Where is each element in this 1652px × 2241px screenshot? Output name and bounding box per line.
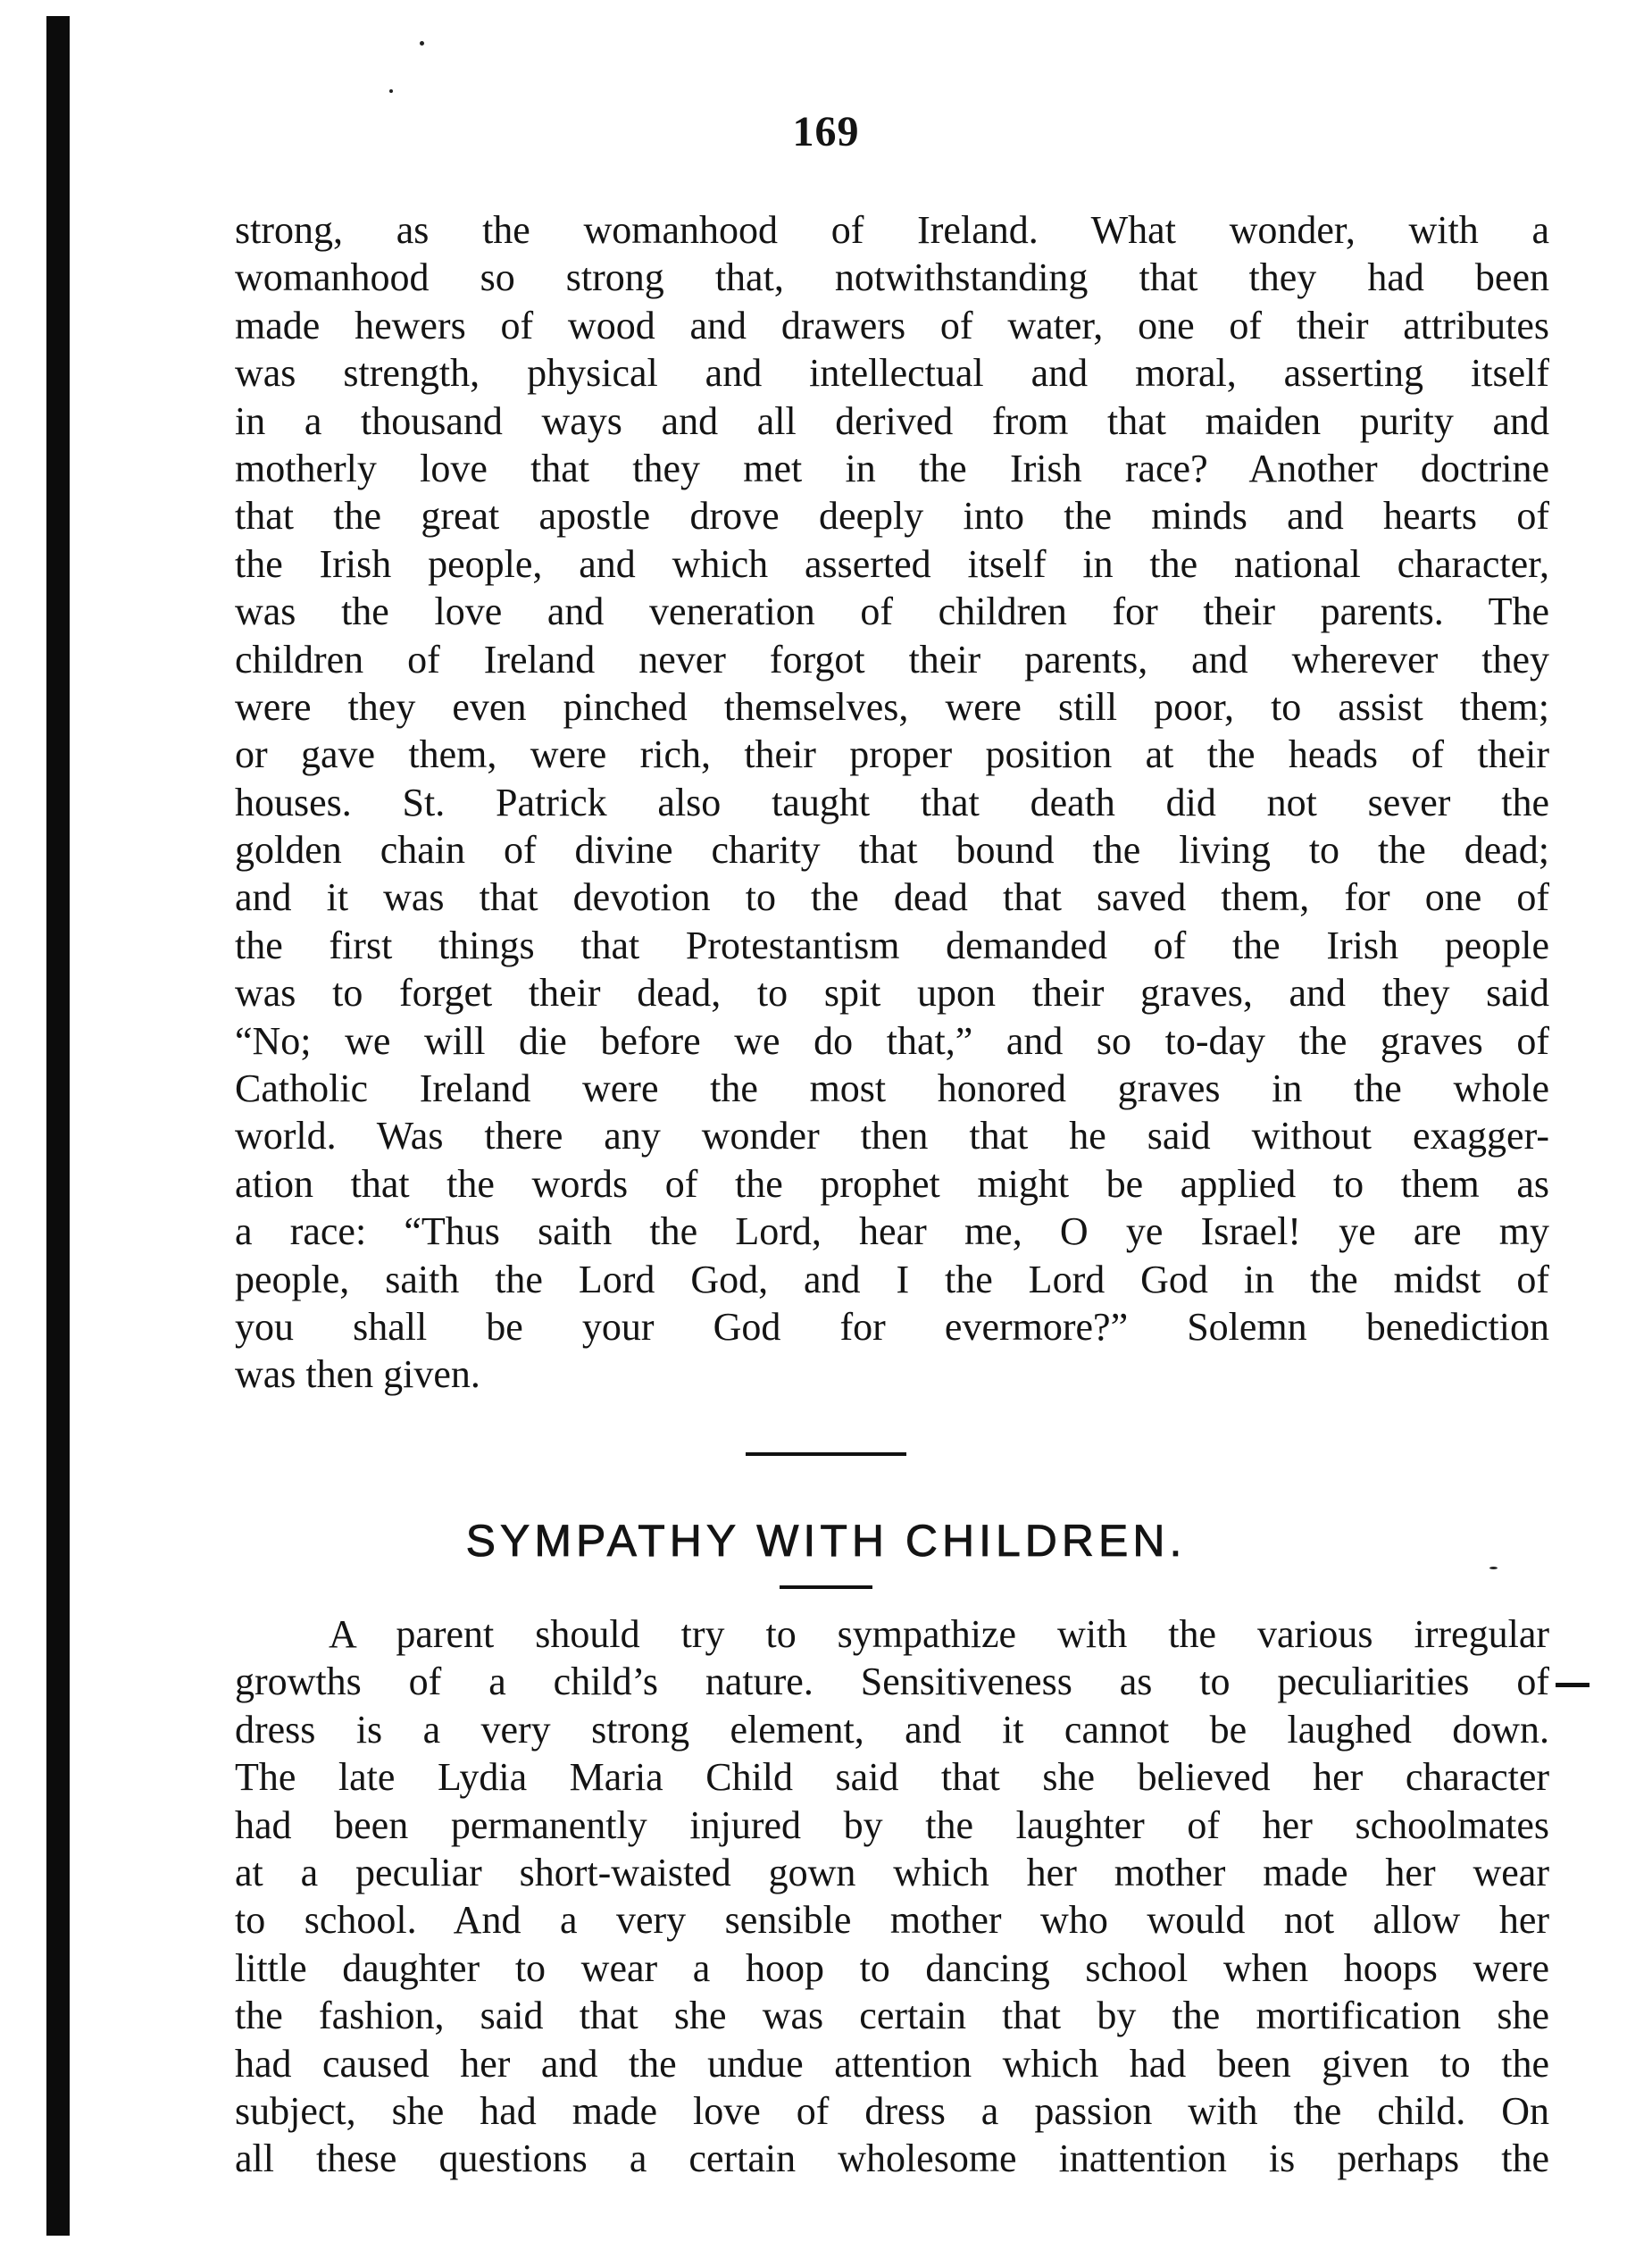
text-line: at a peculiar short-waisted gown which her mother made her wear [235,1850,1549,1894]
text-line: was strength, physical and intellectual and moral, asserting itself [235,351,1549,396]
text-line: had been permanently injured by the laughter of her schoolmates [235,1802,1549,1847]
text-line: The late Lydia Maria Child said that she believed her character [235,1755,1549,1800]
text-line: all these questions a certain wholesome inattention is perhaps the [235,2136,1549,2181]
text-line: in a thousand ways and all derived from that maiden purity and [235,398,1549,443]
text-line: motherly love that they met in the Irish race? Another doctrine [235,446,1549,490]
ink-speck [389,89,393,93]
text-line: were they even pinched themselves, were still poor, to assist them; [235,684,1549,729]
text-line: houses. St. Patrick also taught that death did not sever the [235,780,1549,824]
section-divider-bottom [780,1585,872,1589]
text-line: that the great apostle drove deeply into the minds and hearts of [235,494,1549,539]
binding-edge [46,16,70,2236]
text-line: to school. And a very sensible mother who would not allow her [235,1898,1549,1943]
text-line: was to forget their dead, to spit upon their graves, and they said [235,971,1549,1016]
text-line: dress is a very strong element, and it cannot be laughed down. [235,1707,1549,1752]
text-line: the first things that Protestantism demanded of the Irish people [235,923,1549,967]
text-line: world. Was there any wonder then that he said without exagger- [235,1114,1549,1158]
section-divider-top [746,1452,906,1456]
margin-mark [1556,1683,1589,1687]
text-line: the Irish people, and which asserted itself in the national character, [235,541,1549,586]
text-line: golden chain of divine charity that bound the living to the dead; [235,828,1549,873]
text-line: Catholic Ireland were the most honored graves in the whole [235,1066,1549,1111]
text-line: subject, she had made love of dress a passion with the child. On [235,2088,1549,2133]
text-line: was the love and veneration of children for their parents. The [235,590,1549,634]
text-line: and it was that devotion to the dead that saved them, for one of [235,875,1549,920]
text-line: “No; we will die before we do that,” and so to-day the graves of [235,1018,1549,1063]
text-line: the fashion, said that she was certain that by the mortification she [235,1994,1549,2038]
text-line: children of Ireland never forgot their parents, and wherever they [235,637,1549,681]
text-line: people, saith the Lord God, and I the Lord God in the midst of [235,1257,1549,1301]
text-line: had caused her and the undue attention which had been given to the [235,2041,1549,2086]
section-heading: SYMPATHY WITH CHILDREN. [465,1516,1187,1566]
text-line: growths of a child’s nature. Sensitiveness as to peculiarities of [235,1660,1549,1704]
section-paragraph [235,1610,1549,2183]
text-line: or gave them, were rich, their proper position at the heads of their [235,732,1549,777]
text-line: A parent should try to sympathize with the various irregular [329,1612,1549,1656]
text-line: you shall be your God for evermore?” Solemn benediction [235,1304,1549,1349]
text-line: strong, as the womanhood of Ireland. What wonder, with a [235,208,1549,252]
text-line: little daughter to wear a hoop to dancing school when hoops were [235,1945,1549,1990]
continued-paragraph [235,206,1549,1399]
text-line: ation that the words of the prophet might be applied to them as [235,1161,1549,1206]
text-line: was then given. [235,1352,480,1397]
text-line: made hewers of wood and drawers of water, one of their attributes [235,303,1549,347]
text-line: womanhood so strong that, notwithstanding that they had been [235,255,1549,300]
page-number: 169 [792,108,860,155]
text-line: a race: “Thus saith the Lord, hear me, O ye Israel! ye are my [235,1209,1549,1254]
ink-speck [420,41,424,46]
